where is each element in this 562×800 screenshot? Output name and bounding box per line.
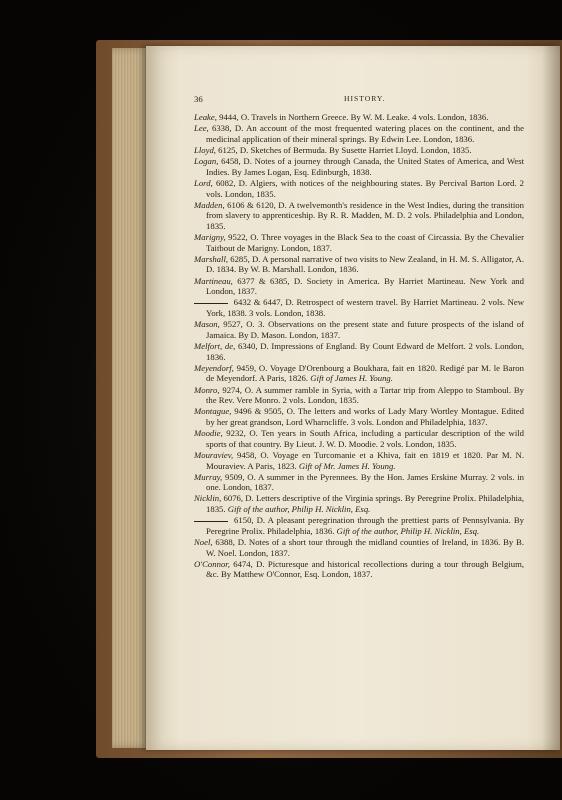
catalog-entry	[194, 472, 524, 493]
entry-author: Mouraviev,	[194, 449, 234, 460]
entry-text: 6076, D. Letters descriptive of the Virginia springs. By Peregrine Prolix. Philadelphia, 1835.	[206, 493, 524, 515]
catalog-entry	[194, 428, 524, 449]
catalog-entry	[194, 515, 524, 536]
entry-author: Logan,	[194, 156, 219, 167]
entry-text: 9232, O. Ten years in South Africa, including a particular description of the wild sports of that country. By Lieut. J. W. D. Moodie. 2 vols. London, 1835.	[206, 428, 524, 449]
running-title: HISTORY.	[344, 94, 386, 103]
entry-text: 9509, O. A summer in the Pyrennees. By the Hon. James Erskine Murray. 2 vols. in one. London, 1837.	[206, 471, 524, 493]
catalog-entry	[194, 254, 524, 275]
entry-author: Noel,	[194, 537, 213, 548]
entry-author: Martineau,	[194, 275, 233, 286]
catalog-entry	[194, 156, 524, 177]
catalog-entry	[194, 276, 524, 297]
entry-author: Lord,	[194, 177, 213, 188]
catalog-entry	[194, 493, 524, 514]
ditto-dash	[194, 303, 228, 304]
catalog-entry	[194, 363, 524, 384]
entry-author: Madden,	[194, 199, 225, 210]
entry-author: Moodie,	[194, 428, 223, 439]
entry-author: Marigny,	[194, 232, 226, 243]
entry-text: 9496 & 9505, O. The letters and works of Lady Mary Wortley Montague. Edited by her great grandson, Lord Wharncliffe. 3 vols. London and Philadelphia, 1837.	[206, 406, 524, 427]
entry-text: 6082, D. Algiers, with notices of the neighbouring states. By Percival Barton Lord. 2 vols. London, 1835.	[206, 177, 524, 199]
catalog-entry	[194, 200, 524, 232]
page-gutter-shadow	[542, 46, 560, 750]
entry-author: Monro,	[194, 384, 220, 395]
entry-author: Meyendorf,	[194, 362, 234, 373]
entry-author: Montague,	[194, 406, 232, 417]
catalog-entry	[194, 123, 524, 144]
entry-text: 9527, O. 3. Observations on the present state and future prospects of the island of Jamaica. By D. Mason. London, 1837.	[206, 319, 524, 340]
entry-author: Lloyd,	[194, 144, 216, 155]
entry-text: 9274, O. A summer ramble in Syria, with a Tartar trip from Aleppo to Stamboul. By the Rev. Vere Monro. 2 vols. London, 1835.	[206, 384, 524, 406]
entry-author: Murray,	[194, 471, 223, 482]
page-header	[194, 94, 534, 108]
entry-text: 9459, O. Voyage D'Orenbourg a Boukhara, fait en 1820. Redigé par M. le Baron de Meyendorf. A Paris, 1826.	[206, 362, 524, 384]
entry-text: 6125, D. Sketches of Bermuda. By Susette Harriet Lloyd. London, 1835.	[215, 144, 472, 155]
ditto-dash	[194, 521, 228, 522]
catalog-entry	[194, 319, 524, 340]
entry-text: 6106 & 6120, D. A twelvemonth's residence in the West Indies, during the transition from slavery to apprenticeship. By R. R. Madden, M. D. 2 vols. Philadelphia and London, 1835.	[206, 199, 524, 231]
catalog-entry	[194, 112, 524, 123]
catalog-entry	[194, 406, 524, 427]
catalog-entries	[194, 112, 524, 581]
entry-gift-note: Gift of James H. Young.	[310, 373, 393, 384]
entry-text: 6458, D. Notes of a journey through Canada, the United States of America, and West Indies. By James Logan, Esq. Edinburgh, 1838.	[206, 156, 524, 177]
entry-text: 6340, D. Impressions of England. By Count Edward de Melfort. 2 vols. London, 1836.	[206, 341, 524, 362]
catalog-entry	[194, 559, 524, 580]
entry-text: 6474, D. Picturesque and historical recollections during a tour through Belgium, &c. By Matthew O'Connor, Esq. London, 1837.	[206, 558, 524, 580]
catalog-entry	[194, 341, 524, 362]
catalog-entry	[194, 537, 524, 558]
catalog-entry	[194, 178, 524, 199]
entry-author: Lee,	[194, 123, 209, 134]
catalog-entry	[194, 450, 524, 471]
entry-text: 6150, D. A pleasant peregrination through the prettiest parts of Pennsylvania. By Peregrine Prolix. Philadelphia, 1836.	[206, 515, 524, 536]
entry-gift-note: Gift of the author, Philip H. Nicklin, Esq.	[336, 525, 480, 536]
catalog-entry	[194, 232, 524, 253]
entry-author: Nicklin,	[194, 493, 222, 504]
entry-author: Marshall,	[194, 253, 229, 264]
page-number: 36	[194, 94, 203, 104]
catalog-entry	[194, 297, 524, 318]
entry-author: Leake,	[194, 112, 217, 122]
entry-text: 9458, O. Voyage en Turcomanie et a Khiva, fait en 1819 et 1820. Par M. N. Mouraviev. A Paris, 1823.	[206, 449, 524, 471]
entry-text: 9444, O. Travels in Northern Greece. By W. M. Leake. 4 vols. London, 1836.	[216, 112, 489, 122]
book-page	[146, 46, 560, 750]
entry-author: O'Connor,	[194, 558, 230, 569]
entry-text: 6285, D. A personal narrative of two visits to New Zealand, in H. M. S. Alligator, A. D. 1834. By W. B. Marshall. London, 1836.	[206, 253, 524, 275]
entry-text: 6388, D. Notes of a short tour through the midland counties of Ireland, in 1836. By B. W. Noel. London, 1837.	[206, 537, 524, 558]
entry-gift-note: Gift of Mr. James H. Young.	[298, 460, 396, 471]
entry-gift-note: Gift of the author, Philip H. Nicklin, Esq.	[227, 504, 371, 515]
entry-text: 6338, D. An account of the most frequented watering places on the continent, and the medicinal application of their mineral springs. By Edwin Lee. London, 1836.	[206, 123, 524, 144]
entry-text: 9522, O. Three voyages in the Black Sea to the coast of Circassia. By the Chevalier Taitbout de Marigny. London, 1837.	[206, 232, 524, 253]
entry-author: Melfort, de,	[194, 341, 236, 351]
catalog-entry	[194, 385, 524, 406]
entry-text: 6432 & 6447, D. Retrospect of western travel. By Harriet Martineau. 2 vols. New York, 1838. 3 vols. London, 1838.	[206, 297, 524, 319]
entry-author: Mason,	[194, 319, 220, 330]
catalog-entry	[194, 145, 524, 156]
entry-text: 6377 & 6385, D. Society in America. By Harriet Martineau. New York and London, 1837.	[206, 275, 524, 297]
